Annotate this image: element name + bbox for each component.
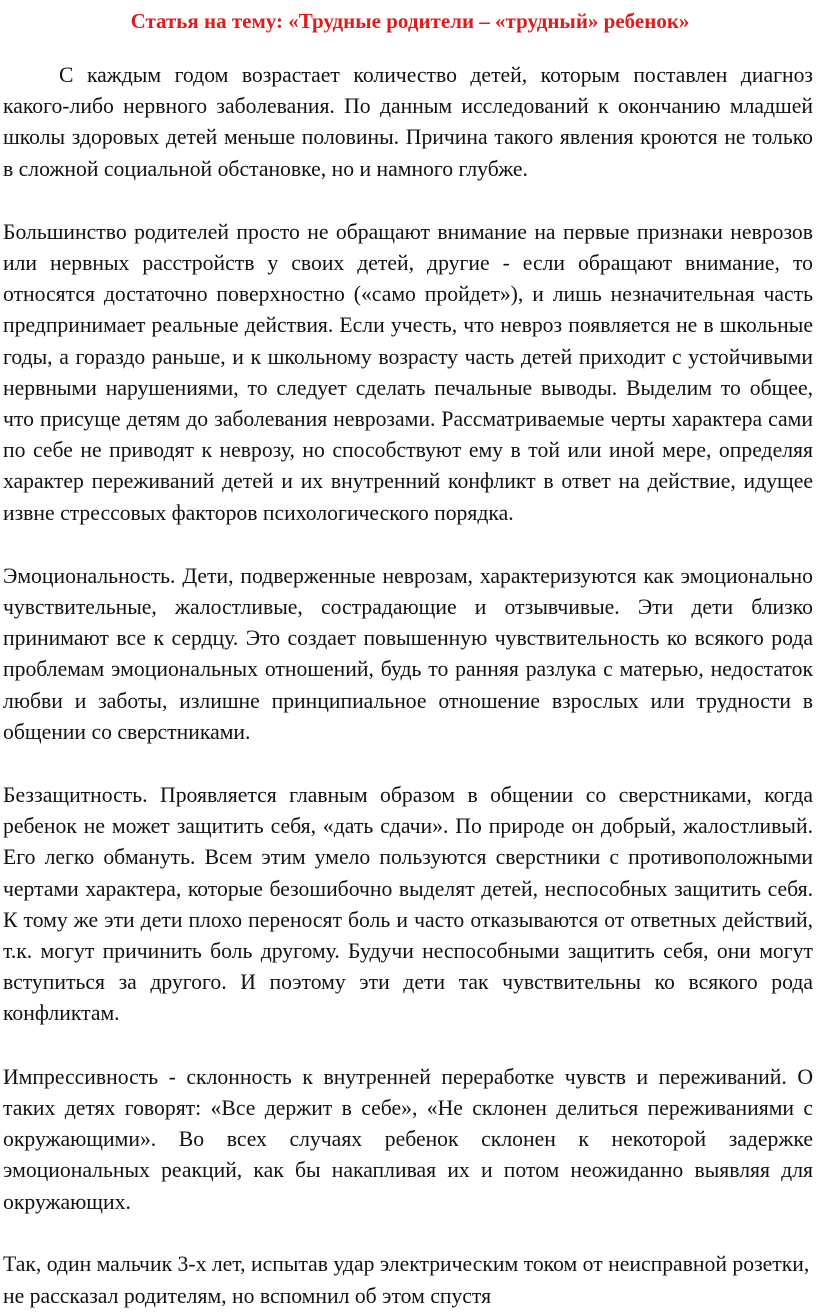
paragraph-parents-attention: Большинство родителей просто не обращают внимание на первые признаки неврозов или нервных расстройств у своих детей, другие - если обращают внимание, то относятся достаточно поверхностно («само пройдет»), и лишь незначительная часть предпринимает реальные действия. Если учесть, что невроз появляется не в школьные годы, а гораздо раньше, и к школьному возрасту часть детей приходит с устойчивыми нервными нарушениями, то следует сделать печальные выводы. Выделим то общее, что присуще детям до заболевания неврозами. Рассматриваемые черты характера сами по себе не приводят к неврозу, но способствуют ему в той или иной мере, определяя характер переживаний детей и их внутренний конфликт в ответ на действие, идущее извне стрессовых факторов психологического порядка. bbox=[3, 219, 813, 525]
document-title: Статья на тему: «Трудные родители – «трудный» ребенок» bbox=[130, 9, 690, 33]
paragraph-defenselessness: Беззащитность. Проявляется главным образом в общении со сверстниками, когда ребенок не может защитить себя, «дать сдачи». По природе он добрый, жалостливый. Его легко обмануть. Всем этим умело пользуются сверстники с противоположными чертами характера, которые безошибочно выделят детей, неспособных защитить себя. К тому же эти дети плохо переносят боль и часто отказываются от ответных действий, т.к. могут причинить боль другому. Будучи неспособными защитить себя, они могут вступиться за другого. И поэтому эти дети так чувствительны ко всякого рода конфликтам. bbox=[3, 783, 813, 1026]
paragraph-emotionality: Эмоциональность. Дети, подверженные неврозам, характеризуются как эмоционально чувствительные, жалостливые, сострадающие и отзывчивые. Эти дети близко принимают все к сердцу. Это создает повышенную чувствительность ко всякого рода проблемам эмоциональных отношений, будь то ранняя разлука с матерью, недостаток любви и заботы, излишне принципиальное отношение взрослых или трудности в общении со сверстниками. bbox=[3, 563, 813, 744]
paragraph-example: Так, один мальчик 3-х лет, испытав удар электрическим током от неисправной розетки, не рассказал родителям, но вспомнил об этом спустя bbox=[3, 1251, 810, 1308]
paragraph-impressiveness: Импрессивность - склонность к внутренней переработке чувств и переживаний. О таких детях говорят: «Все держит в себе», «Не склонен делиться переживаниями с окружающими». Во всех случаях ребенок склонен к некоторой задержке эмоциональных реакций, как бы накапливая их и потом неожиданно выявляя для окружающих. bbox=[3, 1064, 813, 1214]
paragraph-intro: С каждым годом возрастает количество детей, которым поставлен диагноз какого-либо нервного заболевания. По данным исследований к окончанию младшей школы здоровых детей меньше половины. Причина такого явления кроются не только в сложной социальной обстановке, но и намного глубже. bbox=[3, 63, 813, 181]
